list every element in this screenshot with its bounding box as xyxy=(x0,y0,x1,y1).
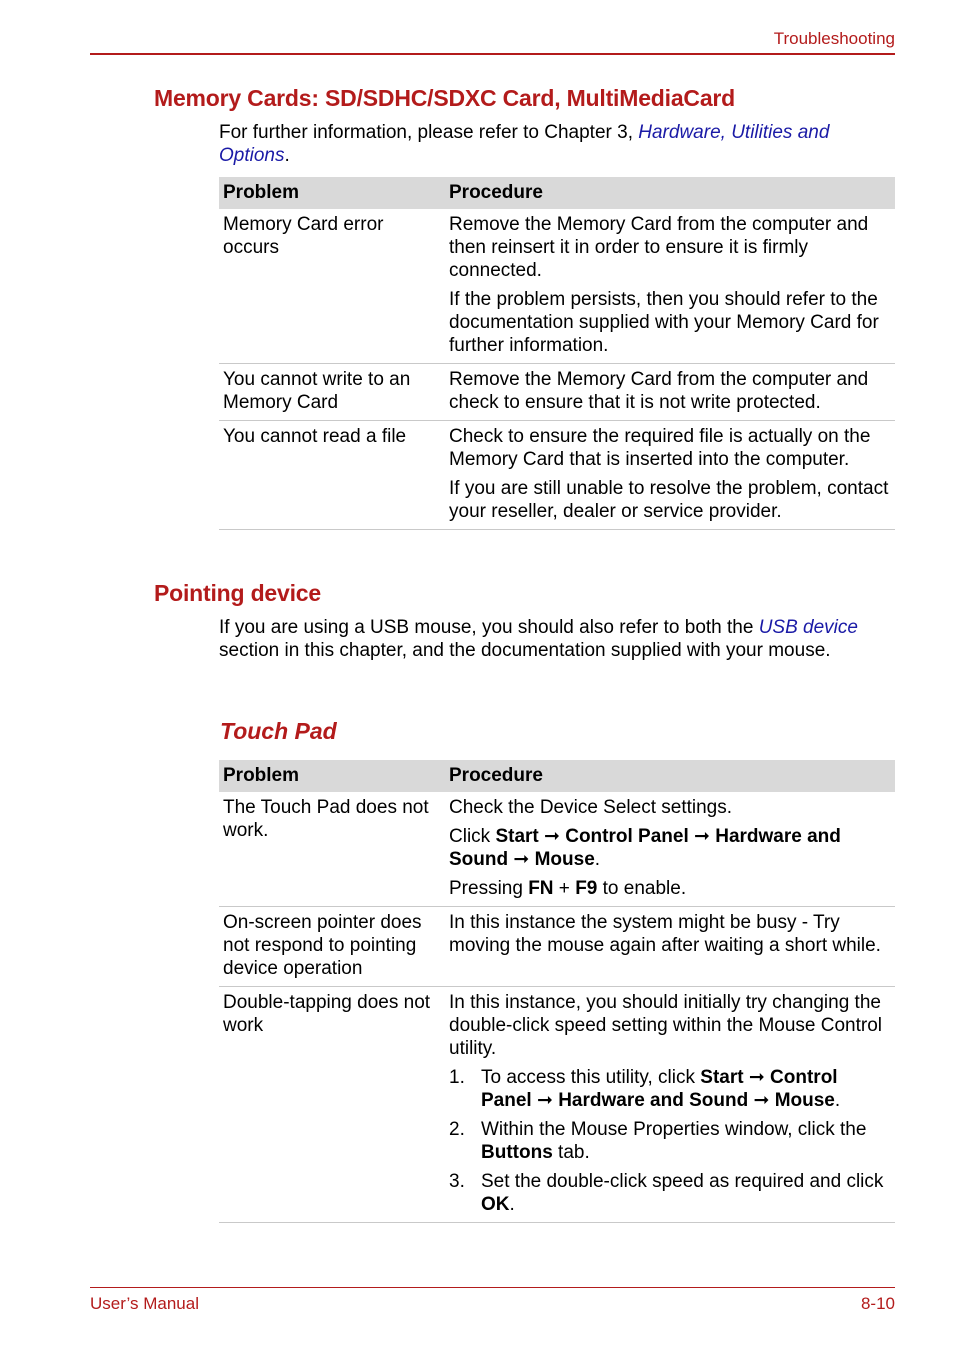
plus-sign: + xyxy=(553,878,576,899)
punctuation: . xyxy=(834,1090,841,1111)
footer-rule xyxy=(90,1287,895,1288)
pointing-device-intro xyxy=(219,616,895,662)
column-header-problem: Problem xyxy=(219,760,445,792)
table-row xyxy=(219,792,895,907)
problem-cell: On-screen pointer does not respond to pointing device operation xyxy=(219,907,445,987)
touch-pad-heading: Touch Pad xyxy=(220,718,337,744)
list-item xyxy=(449,1118,891,1164)
instruction-text: Click xyxy=(449,826,496,847)
page-number: 8-10 xyxy=(860,1294,895,1313)
procedure-cell xyxy=(445,987,895,1223)
problem-cell: The Touch Pad does not work. xyxy=(219,792,445,907)
punctuation: . xyxy=(509,1194,515,1215)
arrow-icon: ➞ xyxy=(753,1090,770,1111)
menu-hardware-and-sound: Hardware and Sound xyxy=(449,826,841,870)
table-row xyxy=(219,987,895,1223)
step-text xyxy=(481,1118,891,1164)
touch-pad-table xyxy=(219,760,895,1223)
click-path-instruction xyxy=(449,825,891,871)
menu-start: Start xyxy=(700,1067,744,1088)
steps-list xyxy=(449,1066,891,1216)
table-row xyxy=(219,209,895,364)
arrow-icon: ➞ xyxy=(513,849,530,870)
usb-device-link[interactable]: USB device xyxy=(758,617,858,638)
memory-cards-intro xyxy=(219,121,895,167)
procedure-text: Remove the Memory Card from the computer and check to ensure that it is not write protected. xyxy=(449,369,869,413)
memory-cards-heading: Memory Cards: SD/SDHC/SDXC Card, MultiMediaCard xyxy=(154,85,736,111)
arrow-icon: ➞ xyxy=(544,826,560,847)
key-f9: F9 xyxy=(575,878,598,899)
arrow-icon: ➞ xyxy=(694,826,710,847)
intro-end: . xyxy=(284,145,290,166)
step-number: 1. xyxy=(449,1067,465,1088)
instruction-text: To access this utility, click xyxy=(481,1067,701,1088)
table-row xyxy=(219,421,895,530)
problem-cell: You cannot read a file xyxy=(219,421,445,530)
menu-hardware-and-sound: Hardware and Sound xyxy=(558,1090,749,1111)
procedure-text: In this instance the system might be busy - Try moving the mouse again after waiting a short while. xyxy=(449,912,881,956)
menu-control-panel: Control Panel xyxy=(481,1067,838,1111)
punctuation: . xyxy=(594,849,601,870)
procedure-text: Remove the Memory Card from the computer and then reinsert it in order to ensure it is firmly connected. xyxy=(449,214,869,281)
chapter-link[interactable]: Hardware, Utilities and Options xyxy=(219,122,830,166)
procedure-cell xyxy=(445,209,895,364)
instruction-text: to enable. xyxy=(597,878,687,899)
menu-control-panel: Control Panel xyxy=(565,826,689,847)
menu-mouse: Mouse xyxy=(534,849,595,870)
running-header: Troubleshooting xyxy=(773,29,895,48)
procedure-text: Check to ensure the required file is actually on the Memory Card that is inserted into the computer. xyxy=(449,426,871,470)
menu-mouse: Mouse xyxy=(774,1090,835,1111)
instruction-text: Within the Mouse Properties window, click the xyxy=(481,1119,867,1140)
problem-cell: Double-tapping does not work xyxy=(219,987,445,1223)
table-header-row xyxy=(219,177,895,209)
table-row xyxy=(219,907,895,987)
pointing-device-heading: Pointing device xyxy=(154,580,321,606)
arrow-icon: ➞ xyxy=(748,1067,765,1088)
procedure-text: In this instance, you should initially try changing the double-click speed setting within the Mouse Control utility. xyxy=(449,992,883,1059)
column-header-procedure: Procedure xyxy=(445,177,895,209)
procedure-text: If the problem persists, then you should refer to the documentation supplied with your Memory Card for further information. xyxy=(449,289,879,356)
procedure-text: If you are still unable to resolve the problem, contact your reseller, dealer or service provider. xyxy=(449,478,889,522)
problem-cell: You cannot write to an Memory Card xyxy=(219,364,445,421)
instruction-text: Pressing xyxy=(449,878,529,899)
instruction-text: tab. xyxy=(552,1142,590,1163)
memory-cards-table xyxy=(219,177,895,530)
step-text xyxy=(481,1066,891,1112)
problem-cell: Memory Card error occurs xyxy=(219,209,445,364)
table-header-row xyxy=(219,760,895,792)
arrow-icon: ➞ xyxy=(536,1090,553,1111)
column-header-procedure: Procedure xyxy=(445,760,895,792)
buttons-tab-label: Buttons xyxy=(481,1142,553,1163)
intro-text-end: section in this chapter, and the documentation supplied with your mouse. xyxy=(219,640,831,661)
list-item xyxy=(449,1170,891,1216)
instruction-text: Set the double-click speed as required and click xyxy=(481,1171,884,1192)
step-text xyxy=(481,1170,891,1216)
header-rule xyxy=(90,53,895,55)
key-combo-instruction xyxy=(449,877,891,900)
step-number: 2. xyxy=(449,1119,465,1140)
intro-text: For further information, please refer to Chapter 3, xyxy=(219,122,639,143)
column-header-problem: Problem xyxy=(219,177,445,209)
menu-start: Start xyxy=(495,826,539,847)
procedure-cell xyxy=(445,421,895,530)
procedure-cell xyxy=(445,364,895,421)
ok-label: OK xyxy=(481,1194,510,1215)
key-fn: FN xyxy=(528,878,554,899)
table-row xyxy=(219,364,895,421)
procedure-cell xyxy=(445,792,895,907)
intro-text: If you are using a USB mouse, you should also refer to both the xyxy=(219,617,759,638)
footer-manual-title: User’s Manual xyxy=(90,1294,199,1313)
step-number: 3. xyxy=(449,1171,465,1192)
procedure-cell xyxy=(445,907,895,987)
list-item xyxy=(449,1066,891,1112)
procedure-text: Check the Device Select settings. xyxy=(449,797,733,818)
